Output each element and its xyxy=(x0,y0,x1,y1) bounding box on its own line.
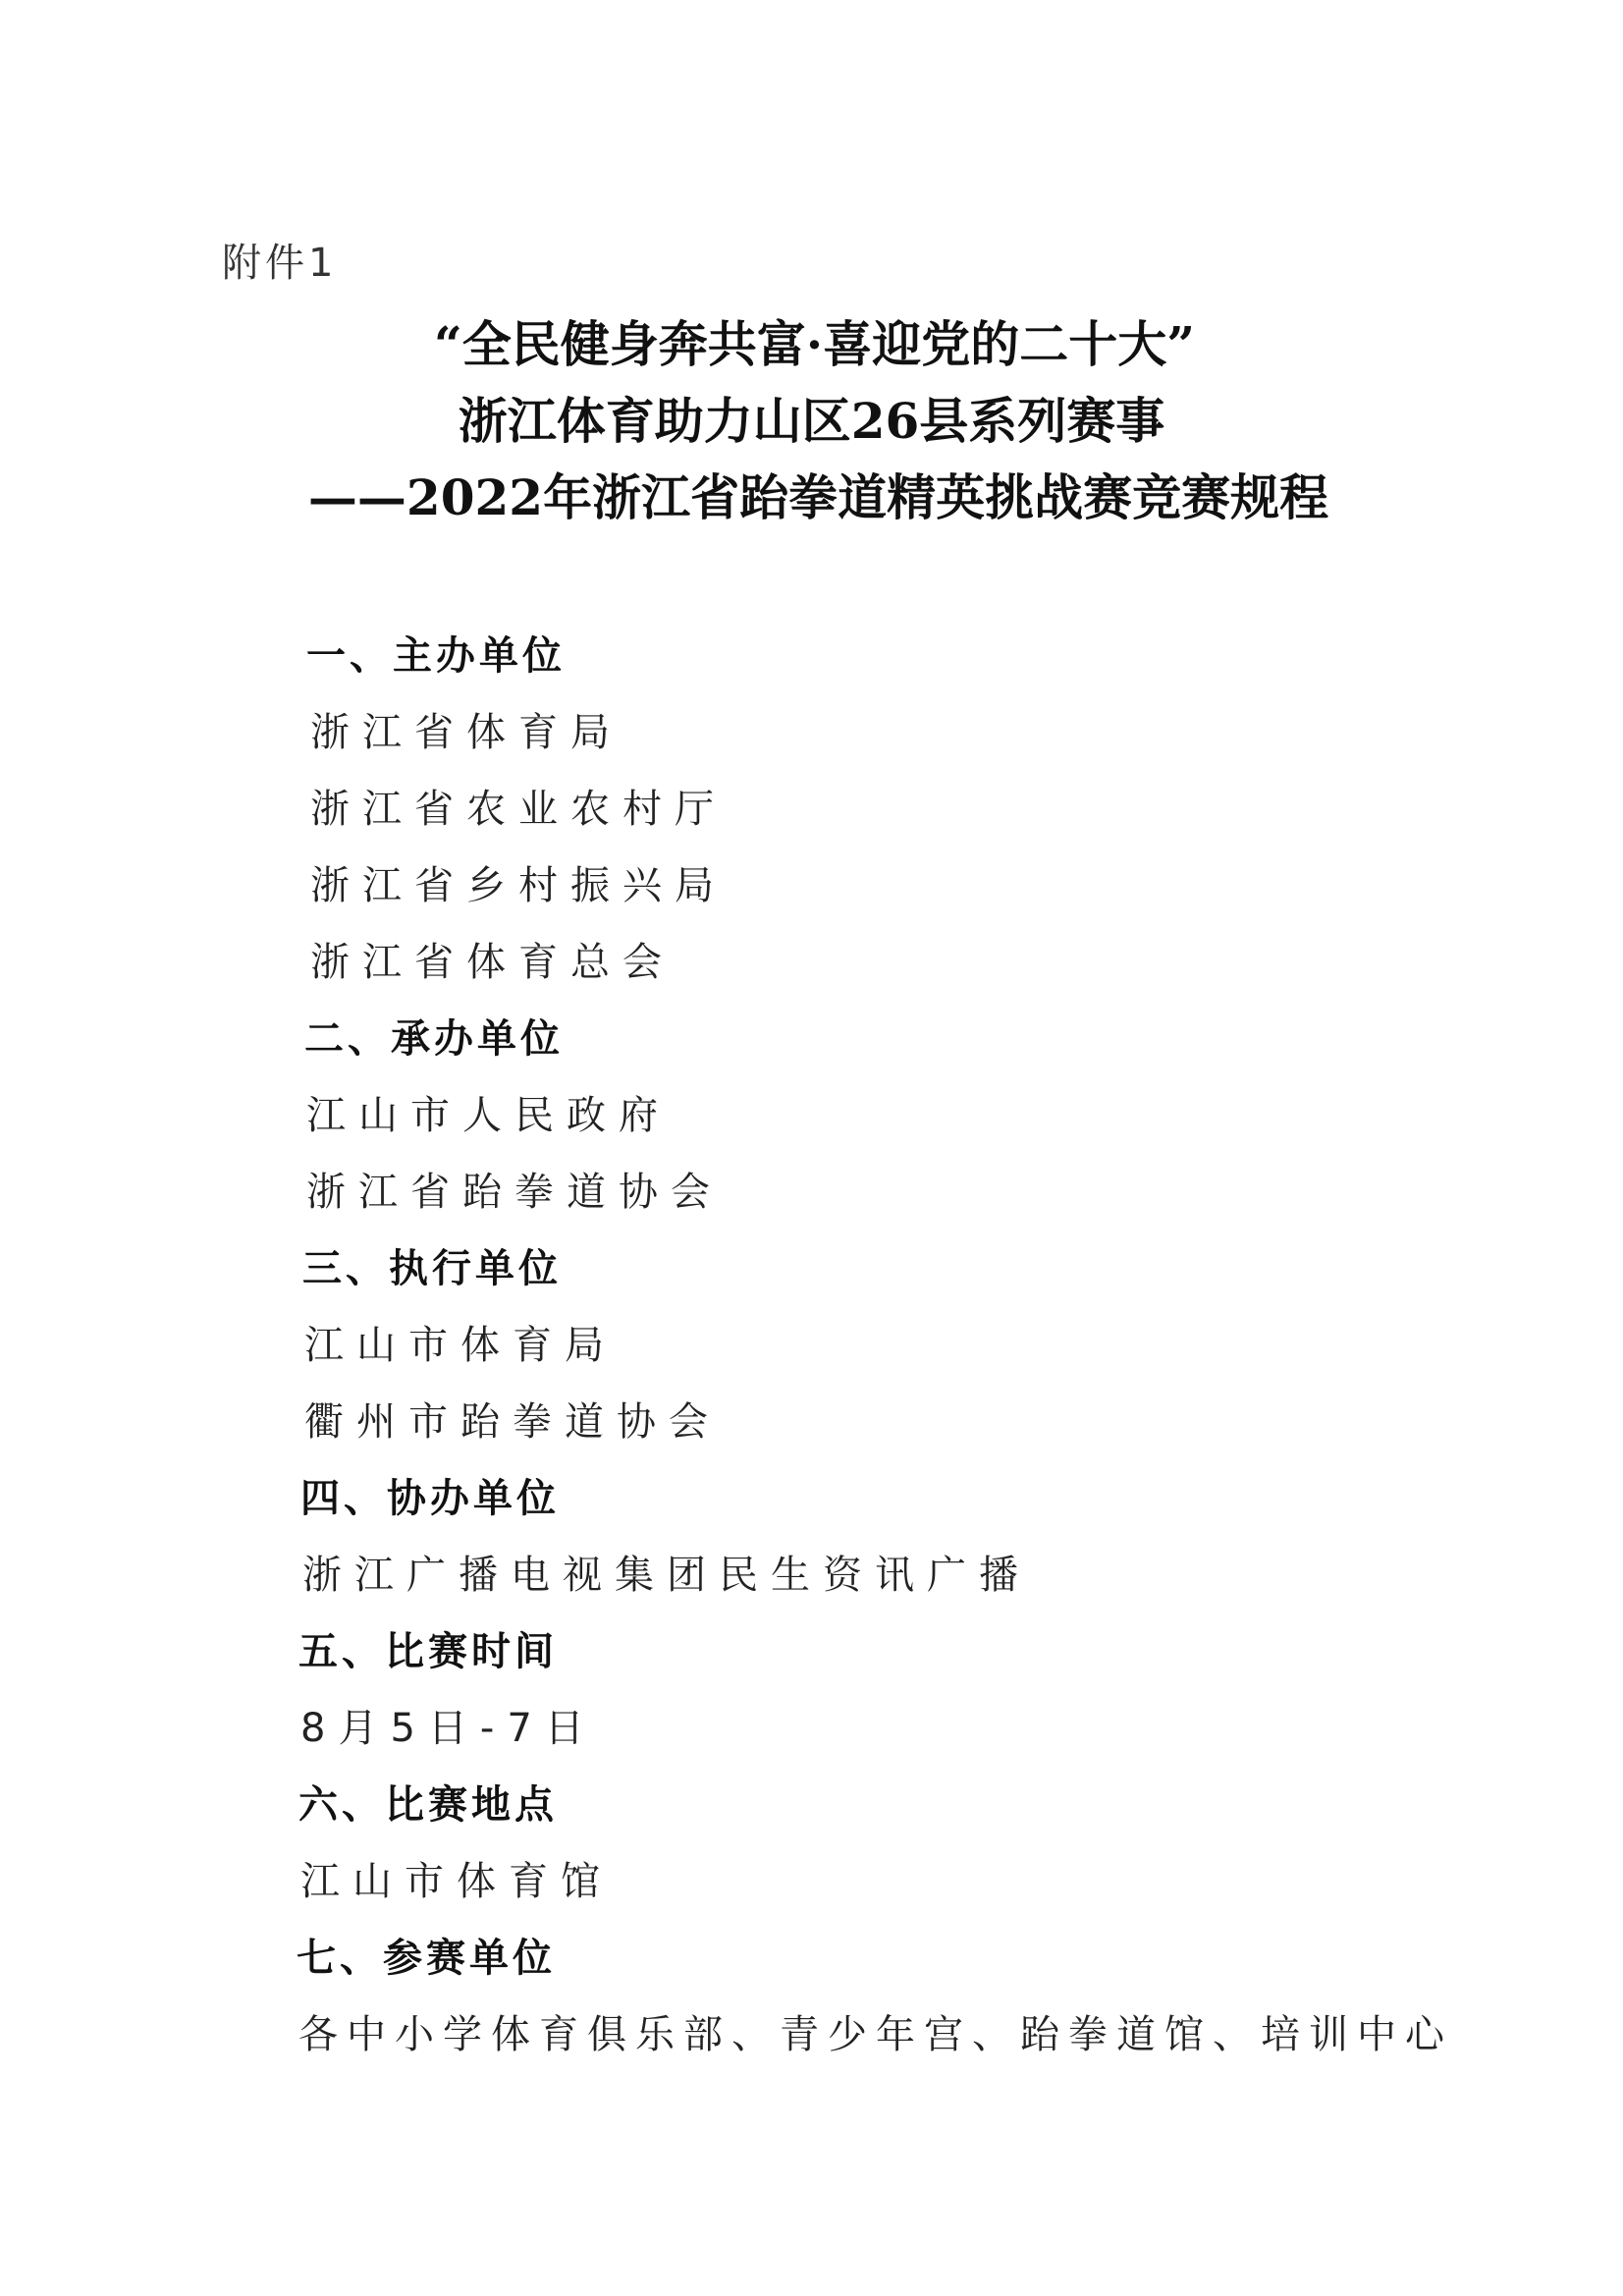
title-line-1: “全民健身奔共富·喜迎党的二十大” xyxy=(434,315,1195,373)
executor-item: 衢州市跆拳道协会 xyxy=(304,1399,721,1445)
title-line-2: 浙江体育助力山区26县系列赛事 xyxy=(458,392,1165,450)
venue-value: 江山市体育馆 xyxy=(300,1859,613,1904)
match-time-value: 8月5日-7日 xyxy=(300,1706,597,1751)
section-heading-executor: 三、执行单位 xyxy=(302,1246,562,1291)
organizer-item: 浙江省体育局 xyxy=(310,710,622,755)
section-heading-host: 二、承办单位 xyxy=(304,1016,564,1062)
participants-value: 各中小学体育俱乐部、青少年宫、跆拳道馆、培训中心 xyxy=(298,2012,1453,2057)
co-organizer-item: 浙江广播电视集团民生资讯广播 xyxy=(302,1553,1031,1598)
section-heading-match-time: 五、比赛时间 xyxy=(298,1629,558,1674)
section-heading-co-organizer: 四、协办单位 xyxy=(300,1476,560,1521)
title-line-3: ——2022年浙江省跆拳道精英挑战赛竞赛规程 xyxy=(307,468,1329,526)
organizer-item: 浙江省乡村振兴局 xyxy=(310,863,727,908)
section-heading-participants: 七、参赛单位 xyxy=(297,1936,556,1981)
host-item: 江山市人民政府 xyxy=(306,1093,671,1138)
section-heading-organizer: 一、主办单位 xyxy=(306,633,566,679)
organizer-item: 浙江省农业农村厅 xyxy=(310,787,727,832)
section-heading-venue: 六、比赛地点 xyxy=(298,1782,558,1828)
organizer-item: 浙江省体育总会 xyxy=(310,940,675,985)
attachment-label: 附件1 xyxy=(222,241,338,286)
executor-item: 江山市体育局 xyxy=(304,1323,617,1368)
host-item: 浙江省跆拳道协会 xyxy=(306,1170,723,1215)
